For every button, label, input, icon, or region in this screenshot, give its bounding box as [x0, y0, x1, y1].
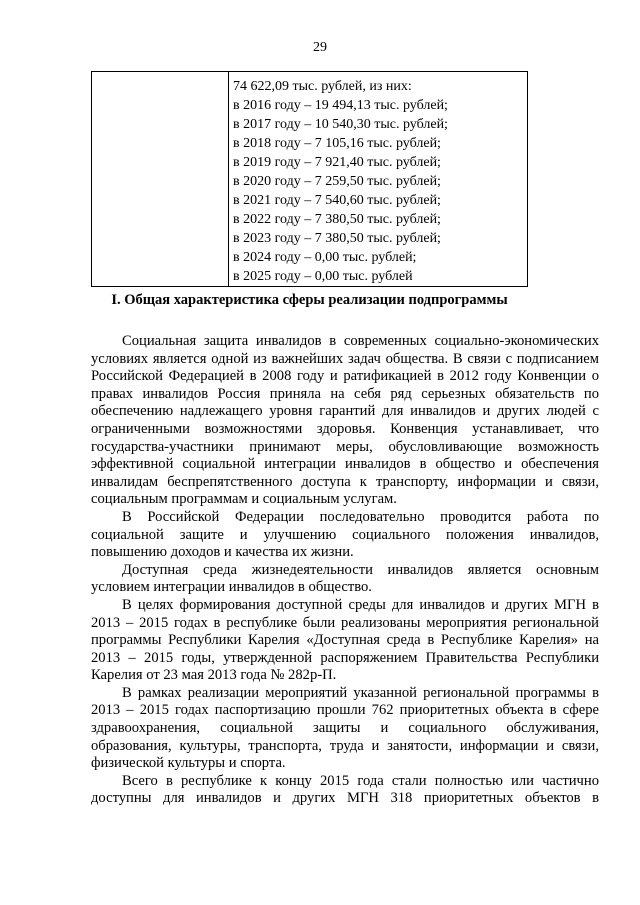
table-cell-amounts [229, 72, 528, 287]
paragraph: Всего в республике к концу 2015 года стали полностью или частично доступны для инвалидов и других МГН 318 приоритетных объектов в [91, 772, 599, 807]
budget-year-line: в 2022 году – 7 380,50 тыс. рублей; [233, 212, 441, 227]
budget-year-line: в 2020 году – 7 259,50 тыс. рублей; [233, 174, 441, 189]
budget-year-line: в 2016 году – 19 494,13 тыс. рублей; [233, 98, 448, 113]
budget-year-line: в 2025 году – 0,00 тыс. рублей [233, 269, 413, 284]
budget-amount-list [229, 72, 527, 286]
paragraph: Социальная защита инвалидов в современных социально-экономических условиях является одной из важнейших задач общества. В связи с подписанием Российской Федерацией в 2008 году и ратификацией в 2012 году Конвенции о правах инвалидов Россия приняла на себя ряд серьезных обязательств по обеспечению надлежащего уровня гарантий для инвалидов и других людей с ограниченными возможностями здоровья. Конвенция устанавливает, что государства-участники принимают меры, обусловливающие возможность эффективной социальной интеграции инвалидов в общество и обеспечения инвалидам беспрепятственного доступа к транспорту, информации и связи, социальным программам и социальным услугам. [91, 333, 599, 508]
page-number: 29 [313, 40, 327, 55]
budget-year-line: в 2017 году – 10 540,30 тыс. рублей; [233, 117, 448, 132]
table-cell-label [92, 72, 229, 287]
section-heading: I. Общая характеристика сферы реализации подпрограммы [111, 292, 508, 308]
budget-year-line: в 2018 году – 7 105,16 тыс. рублей; [233, 136, 441, 151]
budget-year-line: в 2024 году – 0,00 тыс. рублей; [233, 250, 417, 265]
paragraph: В целях формирования доступной среды для инвалидов и других МГН в 2013 – 2015 годах в республике были реализованы мероприятия региональной программы Республики Карелия «Доступная среда в Республике Карелия» на 2013 – 2015 годы, утвержденной распоряжением Правительства Республики Карелия от 23 мая 2013 года № 282р-П. [91, 596, 599, 684]
budget-table [91, 71, 528, 287]
paragraph: В Российской Федерации последовательно проводится работа по социальной защите и улучшению социального положения инвалидов, повышению доходов и качества их жизни. [91, 508, 599, 561]
paragraph: Доступная среда жизнедеятельности инвалидов является основным условием интеграции инвалидов в общество. [91, 561, 599, 596]
budget-total-line: 74 622,09 тыс. рублей, из них: [233, 79, 412, 94]
budget-year-line: в 2021 году – 7 540,60 тыс. рублей; [233, 193, 441, 208]
budget-year-line: в 2019 году – 7 921,40 тыс. рублей; [233, 155, 441, 170]
paragraph: В рамках реализации мероприятий указанной региональной программы в 2013 – 2015 годах паспортизацию прошли 762 приоритетных объекта в сфере здравоохранения, социальной защиты и социального обслуживания, образования, культуры, транспорта, труда и занятости, информации и связи, физической культуры и спорта. [91, 684, 599, 772]
body-text [91, 333, 599, 808]
table-row [92, 72, 528, 287]
budget-year-line: в 2023 году – 7 380,50 тыс. рублей; [233, 231, 441, 246]
